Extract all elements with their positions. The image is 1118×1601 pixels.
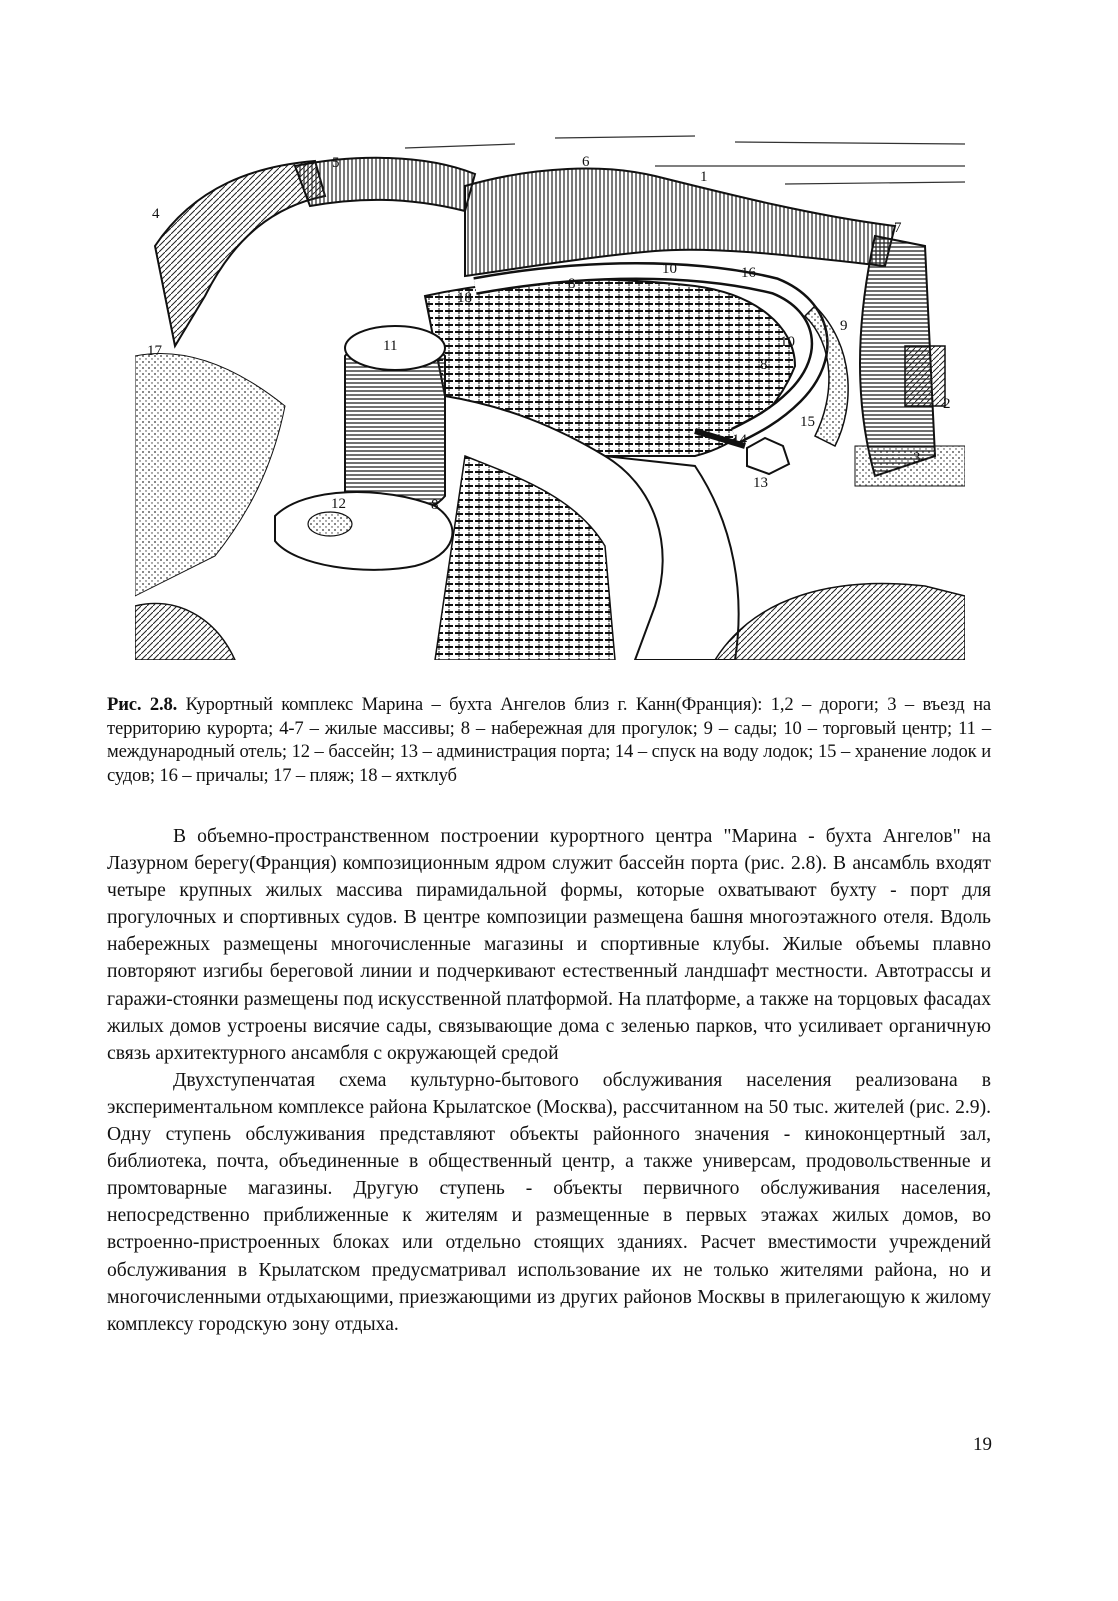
- callout-9: 9: [840, 318, 848, 334]
- figure-caption: [107, 693, 991, 787]
- callout-17: 17: [147, 343, 162, 359]
- paragraph-2: Двухступенчатая схема культурно-бытового обслуживания населения реализована в экспериментальном комплексе района Крылатское (Москва), рассчитанном на 50 тыс. жителей (рис. 2.9). Одну ступень обслуживания представляют объекты районного значения - киноконцертный зал, библиотека, почта, объединенные в общественный центр, а также универсам, продовольственные и промтоварные магазины. Другую ступень - объекты первичного обслуживания населения, непосредственно приближенные к жителям и размещенные в первых этажах жилых домов, во встроенно-пристроенных блоках или отдельно стоящих зданиях. Расчет вместимости учреждений обслуживания в Крылатском предусматривал использование их не только жителями района, но и многочисленными отдыхающими, приезжающими из других районов Москвы в прилегающую к жилому комплексу городскую зону отдыха.: [107, 1069, 991, 1335]
- hill-bottom-right: [715, 584, 965, 660]
- callout-7: 7: [894, 220, 902, 236]
- body-text: [107, 823, 991, 1338]
- caption-lead: Рис. 2.8.: [107, 694, 178, 715]
- callout-8a: 8: [568, 276, 576, 292]
- hotel-tower: [345, 326, 445, 515]
- port-administration: [747, 438, 789, 474]
- callout-13: 13: [753, 475, 768, 491]
- rocks-bottom-left: [135, 603, 235, 660]
- caption-text: Курортный комплекс Марина – бухта Ангелов близ г. Канн(Франция): 1,2 – дороги; 3 – въезд на территорию курорта; 4-7 – жилые массивы; 8 – набережная для прогулок; 9 – сады; 10 – торговый центр; 11 – международный отель; 12 – бассейн; 13 – администрация порта; 14 – спуск на воду лодок; 15 – хранение лодок и судов; 16 – причалы; 17 – пляж; 18 – яхтклуб: [107, 694, 991, 786]
- callout-10a: 10: [662, 261, 677, 277]
- page-number: 19: [973, 1434, 992, 1455]
- callout-5: 5: [332, 155, 340, 171]
- paragraph-1: В объемно-пространственном построении курортного центра "Марина - бухта Ангелов" на Лазурном берегу(Франция) композиционным ядром служит бассейн порта (рис. 2.8). В ансамбль входят четыре крупных жилых массива пирамидальной формы, которые охватывают бухту - порт для прогулочных и спортивных судов. В центре композиции размещена башня многоэтажного отеля. Вдоль набережных размещены многочисленные магазины и спортивные клубы. Жилые объемы плавно повторяют изгибы береговой линии и подчеркивают естественный ландшафт местности. Автотрассы и гаражи-стоянки размещены под искусственной платформой. На платформе, а также на торцовых фасадах жилых домов устроены висячие сады, связывающие дома с зеленью парков, что усиливает органичную связь архитектурного ансамбля с окружающей средой: [107, 826, 991, 1064]
- residential-block-6: [465, 169, 895, 276]
- callout-4: 4: [152, 206, 160, 222]
- pool-platform: [275, 492, 452, 570]
- callout-15: 15: [800, 414, 815, 430]
- horizon-lines: [405, 136, 965, 184]
- callout-14: 14: [732, 432, 747, 448]
- callout-18: 18: [457, 290, 472, 306]
- residential-block-4: [155, 161, 325, 346]
- callout-6: 6: [582, 154, 590, 170]
- breakwater: [605, 456, 739, 660]
- lower-moorings: [435, 456, 615, 660]
- figure-marina-baie-des-anges: [135, 126, 965, 660]
- beach: [135, 353, 285, 596]
- callout-12: 12: [331, 496, 346, 512]
- callout-1: 1: [700, 169, 708, 185]
- aerial-sketch: [135, 126, 965, 660]
- callout-2: 2: [943, 396, 951, 412]
- callout-8b: 8: [760, 357, 768, 373]
- callout-16: 16: [741, 265, 756, 281]
- callout-3: 3: [913, 450, 921, 466]
- residential-block-5: [295, 158, 475, 211]
- callout-10b: 10: [780, 334, 795, 350]
- callout-11: 11: [383, 338, 398, 354]
- callout-8c: 8: [431, 497, 439, 513]
